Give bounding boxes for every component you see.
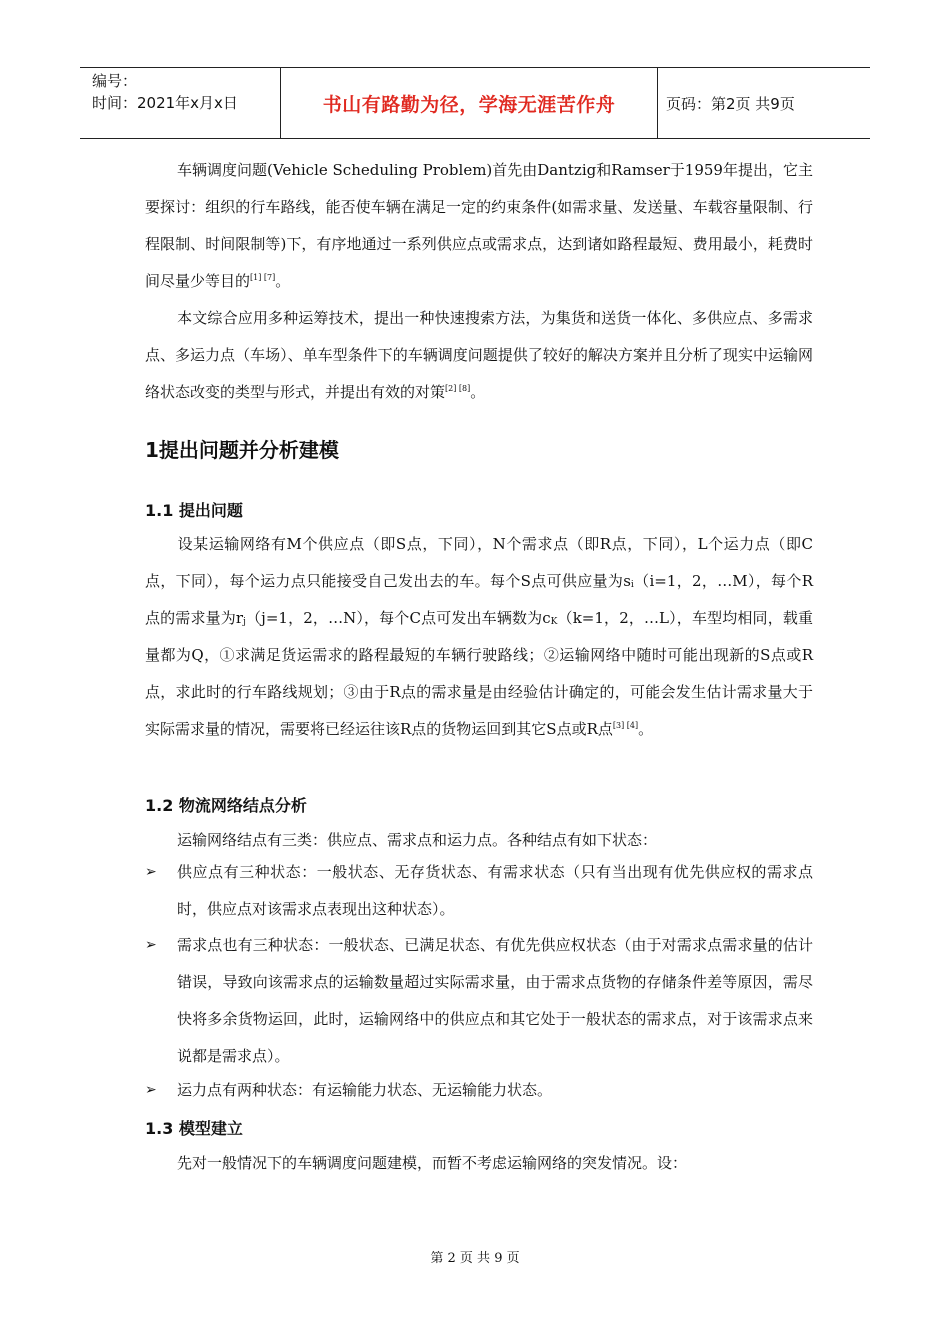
text-part: （i=1，2，…M），每个R点的需求量为r [145,572,814,627]
number-label: 编号： [92,72,138,90]
header-motto-cell [281,68,658,138]
bullet-arrow-icon: ➢ [145,864,157,880]
bullet-arrow-icon: ➢ [145,937,157,953]
text-part: （j=1，2，…N），每个C点可发出车辆数为c [245,609,551,627]
punct: 。 [275,272,291,290]
intro-p2-text: 本文综合应用多种运筹技术，提出一种快速搜索方法，为集货和送货一体化、多供应点、多需求点、多运力点（车场）、单车型条件下的车辆调度问题提供了较好的解决方案并且分析了现实中运输网络状态改变的类型与形式，并提出有效的对策 [145,309,813,401]
bullet-arrow-icon: ➢ [145,1082,157,1098]
header-info-cell [80,68,281,138]
section-1-1-paragraph [145,526,813,748]
bullet-text: 供应点有三种状态：一般状态、无存货状态、有需求状态（只有当出现有优先供应权的需求点时，供应点对该需求点表现出这种状态）。 [177,863,813,918]
text-part: 先对一般情况下的车辆调度问题建模，而暂不考虑运输网络的突发情况。设： [177,1154,688,1172]
intro-paragraph-1 [145,152,813,300]
header-table [80,67,870,139]
subscript: K [550,617,558,627]
bullet-item [145,854,813,928]
punct: 。 [470,383,486,401]
text-part: （k=1，2，…L），车型均相同，载重量都为Q，①求满足货运需求的路程最短的车辆行驶路线；②运输网络中随时可能出现新的S点或R点，求此时的行车路线规划；③由于R点的需求量是由经验估计确定的，可能会发生估计需求量大于实际需求量的情况，需要将已经运往该R点的货物运回到其它S点或R点 [145,609,814,738]
bullet-item [145,1072,813,1109]
bullet-item [145,927,813,1075]
time-label: 时间：2021年x月x日 [92,94,238,112]
section-1-1-title: 1.1 提出问题 [145,501,243,520]
section-1-3-title: 1.3 模型建立 [145,1119,243,1138]
citation: [3] [4] [612,721,639,730]
bullet-text: 运力点有两种状态：有运输能力状态、无运输能力状态。 [177,1081,553,1099]
citation: [2] [8] [445,384,471,393]
section-1-3-paragraph [145,1145,813,1182]
text-part: 设某运输网络有M个供应点（即S点，下同），N个需求点（即R点，下同），L个运力点（即C点，下同），每个运力点只能接受自己发出去的车。每个S点可供应量为s [145,535,813,590]
citation: [1] [7] [250,273,276,282]
section-1-2-title: 1.2 物流网络结点分析 [145,796,307,815]
intro-paragraph-2 [145,300,813,411]
motto-text: 书山有路勤为径，学海无涯苦作舟 [322,93,616,116]
punct: 。 [638,720,654,738]
section-1-title: 1提出问题并分析建模 [145,438,339,462]
bullet-text: 需求点也有三种状态：一般状态、已满足状态、有优先供应权状态（由于对需求点需求量的估计错误，导致向该需求点的运输数量超过实际需求量，由于需求点货物的存储条件差等原因，需尽快将多余货物运回，此时，运输网络中的供应点和其它处于一般状态的需求点，对于该需求点来说都是需求点）。 [177,936,813,1065]
subscript: j [243,617,246,627]
header-page-cell [658,68,870,138]
intro-p1-text: 车辆调度问题(Vehicle Scheduling Problem)首先由Dantzig和Ramser于1959年提出，它主要探讨：组织的行车路线，能否使车辆在满足一定的约束条件(如需求量、发送量、车载容量限制、行程限制、时间限制等)下，有序地通过一系列供应点或需求点，达到诸如路程最短、费用最小，耗费时间尽量少等目的 [145,161,813,290]
page-label: 页码：第2页 共9页 [666,94,795,113]
text-part: 运输网络结点有三类：供应点、需求点和运力点。各种结点有如下状态： [177,831,658,849]
page-footer: 第 2 页 共 9 页 [430,1251,520,1266]
subscript: i [630,580,634,590]
